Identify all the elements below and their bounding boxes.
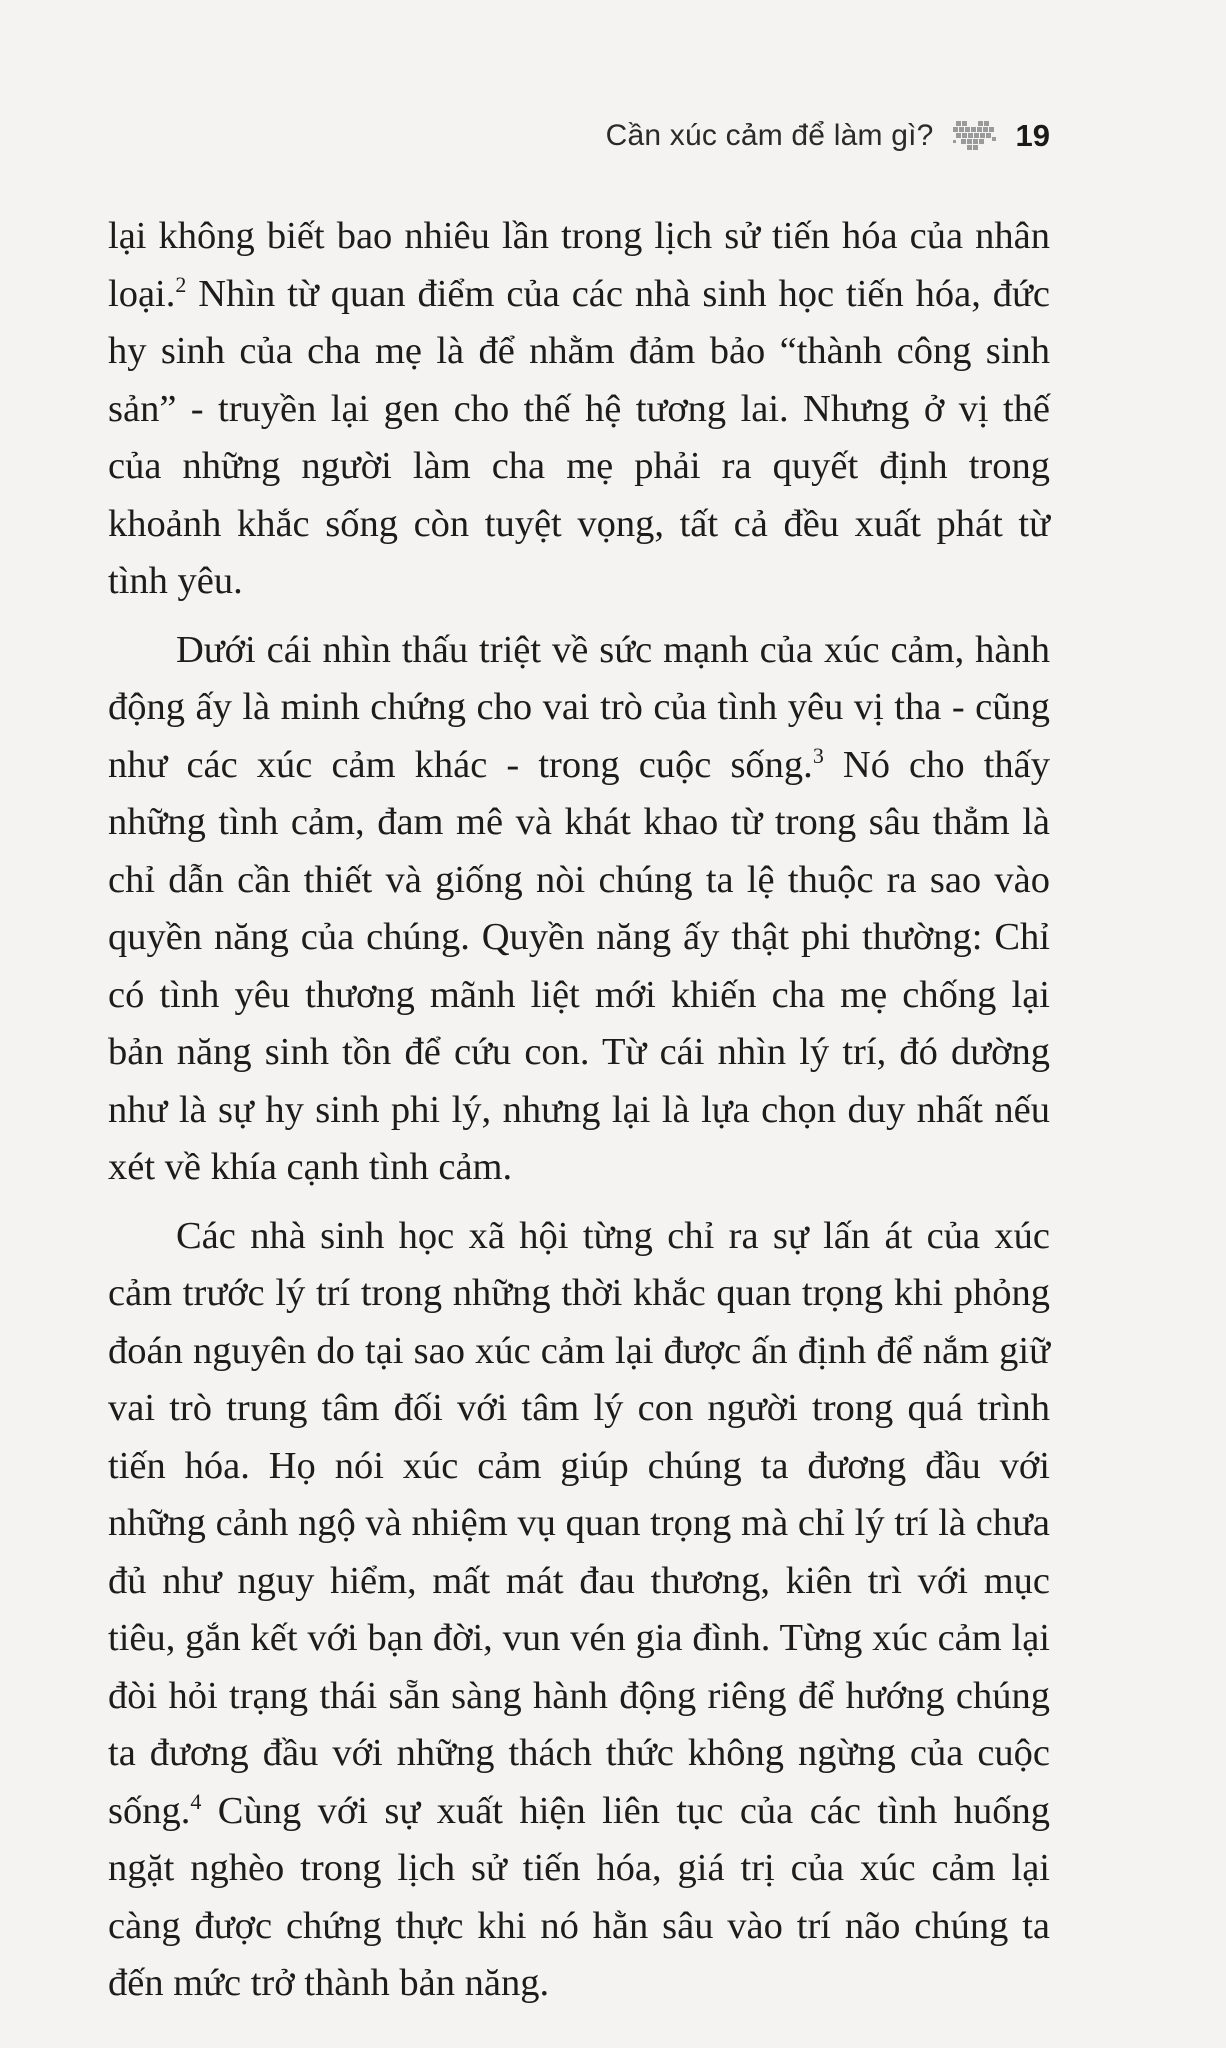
paragraph-text: lại không biết bao nhiêu lần trong lịch sử tiến hóa của nhân loại. (108, 215, 1050, 315)
page-number: 19 (1015, 118, 1050, 153)
chapter-title: Cần xúc cảm để làm gì? (605, 119, 934, 152)
body-text (108, 208, 1050, 2013)
running-head (606, 118, 1050, 154)
paragraph-2 (108, 622, 1050, 1197)
footnote-ref-4: 4 (190, 1788, 202, 1814)
footnote-ref-3: 3 (812, 742, 824, 768)
paragraph-1 (108, 208, 1050, 611)
paragraph-text: Các nhà sinh học xã hội từng chỉ ra sự lấn át của xúc cảm trước lý trí trong những thời khắc quan trọng khi phỏng đoán nguyên do tại sao xúc cảm lại được ấn định để nắm giữ vai trò trung tâm đối với tâm lý con người trong quá trình tiến hóa. Họ nói xúc cảm giúp chúng ta đương đầu với những cảnh ngộ và nhiệm vụ quan trọng mà chỉ lý trí là chưa đủ như nguy hiểm, mất mát đau thương, kiên trì với mục tiêu, gắn kết với bạn đời, vun vén gia đình. Từng xúc cảm lại đòi hỏi trạng thái sẵn sàng hành động riêng để hướng chúng ta đương đầu với những thách thức không ngừng của cuộc sống. (108, 1214, 1050, 1832)
paragraph-text: Cùng với sự xuất hiện liên tục của các tình huống ngặt nghèo trong lịch sử tiến hóa, giá trị của xúc cảm lại càng được chứng thực khi nó hằn sâu vào trí não chúng ta đến mức trở thành bản năng. (108, 1789, 1050, 2004)
paragraph-text: Dưới cái nhìn thấu triệt về sức mạnh của xúc cảm, hành động ấy là minh chứng cho vai trò của tình yêu vị tha - cũng như các xúc cảm khác - trong cuộc sống. (108, 628, 1050, 786)
paragraph-3 (108, 1208, 1050, 2013)
heart-pixel-icon (952, 118, 998, 154)
paragraph-text: Nhìn từ quan điểm của các nhà sinh học tiến hóa, đức hy sinh của cha mẹ là để nhằm đảm bảo “thành công sinh sản” - truyền lại gen cho thế hệ tương lai. Nhưng ở vị thế của những người làm cha mẹ phải ra quyết định trong khoảnh khắc sống còn tuyệt vọng, tất cả đều xuất phát từ tình yêu. (108, 272, 1050, 602)
footnote-ref-2: 2 (175, 271, 187, 297)
paragraph-text: Nó cho thấy những tình cảm, đam mê và khát khao từ trong sâu thẳm là chỉ dẫn cần thiết và giống nòi chúng ta lệ thuộc ra sao vào quyền năng của chúng. Quyền năng ấy thật phi thường: Chỉ có tình yêu thương mãnh liệt mới khiến cha mẹ chống lại bản năng sinh tồn để cứu con. Từ cái nhìn lý trí, đó dường như là sự hy sinh phi lý, nhưng lại là lựa chọn duy nhất nếu xét về khía cạnh tình cảm. (108, 743, 1050, 1188)
